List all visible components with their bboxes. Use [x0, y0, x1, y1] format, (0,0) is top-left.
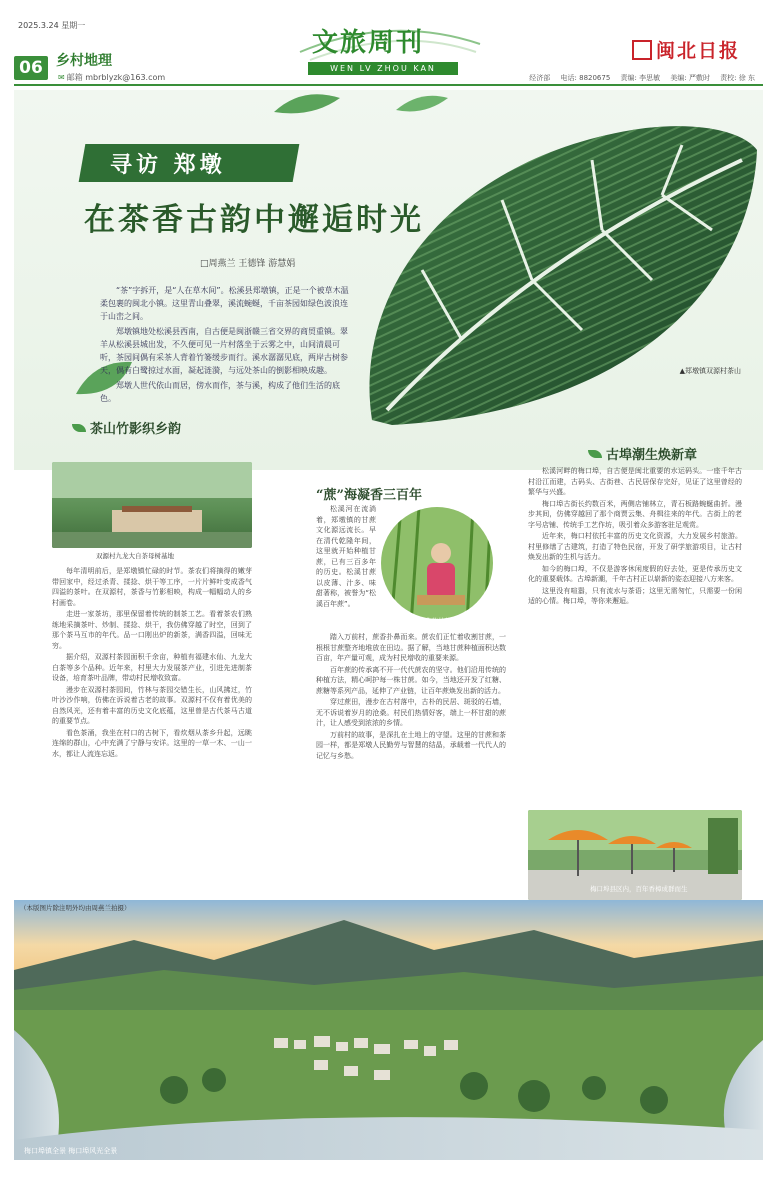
supplement-title: 文旅周刊 — [312, 28, 425, 58]
editor-phone: 电话: 8820675 — [560, 74, 611, 82]
panorama-caption: 梅口埠镇全景 梅口埠风光全景 — [24, 1147, 118, 1155]
center-paragraph: 松溪河在流淌着，郑墩镇的甘蔗文化源远流长。早在清代乾隆年间，这里就开始种植甘蔗，已有三百多年的历史。松溪甘蔗以皮薄、汁多、味甜著称，被誉为“松溪百年蔗”。 — [316, 505, 376, 608]
right-section-heading — [588, 444, 697, 463]
center-section-heading: “蔗”海凝香三百年 — [316, 488, 422, 503]
hero-photo-caption: ▲郑墩镇双源村茶山 — [679, 367, 741, 375]
newspaper-logo-icon — [632, 40, 652, 60]
center-article — [316, 632, 506, 898]
left-heading-text: 茶山竹影织乡韵 — [90, 422, 182, 437]
left-paragraph: 漫步在双源村茶园间，竹林与茶园交错生长，山风拂过，竹叶沙沙作响，仿佛在诉说着古老的故事。双源村不仅有着优美的自然风光，还有着丰富的历史文化底蕴，这里曾是古代茶马古道的重要节点。 — [52, 685, 252, 725]
intro-paragraph: 郑墩人世代依山而居，傍水而作，茶与溪，构成了他们生活的底色。 — [100, 381, 340, 403]
tea-leaf-photo — [332, 90, 763, 450]
issue-date: 2025.3.24 星期一 — [18, 21, 86, 30]
photo-illustration — [52, 462, 252, 548]
right-paragraph: 松溪河畔的梅口埠，自古便是闽北重要的水运码头。一座千年古村沿江而建，古码头、古街巷、古民居保存完好，见证了这里曾经的繁华与兴盛。 — [528, 467, 742, 496]
center-photo-caption: 蔗农收获甘蔗 — [412, 617, 451, 625]
kicker-text: 寻访 郑墩 — [110, 152, 226, 178]
right-paragraph: 近年来，梅口村依托丰富的历史文化资源，大力发展乡村旅游。村里修缮了古建筑，打造了特色民宿，开发了研学旅游项目，让古村焕发出新的生机与活力。 — [528, 532, 742, 561]
leaf-icon — [588, 450, 602, 458]
center-paragraph: 百年蔗的传承离不开一代代蔗农的坚守。他们沿用传统的种植方法，精心呵护每一株甘蔗。如今，当地还开发了红糖、蔗糖等系列产品，延伸了产业链，让百年蔗焕发出新的活力。 — [316, 665, 506, 695]
supplement-pinyin: WEN LV ZHOU KAN — [308, 62, 458, 75]
right-paragraph: 如今的梅口埠，不仅是游客休闲度假的好去处，更是传承历史文化的重要载体。古埠新潮，千年古村正以崭新的姿态迎接八方来客。 — [528, 564, 742, 583]
byline: □周燕兰 王德锋 游慧娟 — [200, 259, 296, 269]
editor-chief: 责编: 李思敏 — [620, 74, 661, 82]
editor-credits — [521, 73, 755, 83]
editor-art: 美编: 严敷时 — [670, 74, 710, 82]
photo-illustration — [14, 900, 763, 1160]
right-paragraph: 梅口埠古街长约数百米，两侧店铺林立，青石板路蜿蜒曲折。漫步其间，仿佛穿越回了那个商贾云集、舟楫往来的年代。古街上的老字号店铺、传统手工艺作坊，吸引着众多游客驻足观赏。 — [528, 499, 742, 529]
email-label: 邮箱 — [66, 73, 83, 82]
leaf-icon — [394, 94, 450, 114]
right-paragraph: 这里没有喧嚣，只有流水与茶语；这里无需匆忙，只需要一份闲适的心情。梅口埠，等你来邂逅。 — [528, 586, 742, 605]
center-paragraph: 万前村的故事，是深扎在土地上的守望。这里的甘蔗和茶园一样，都是郑墩人民勤劳与智慧的结晶，承载着一代代人的记忆与乡愁。 — [316, 730, 506, 760]
photo-illustration — [381, 507, 496, 622]
intro-paragraph: 郑墩镇地处松溪县西南，自古便是闽浙赣三省交界的商贸重镇。翠羊从松溪县城出发，不久便可见一片村落坐于云雾之中，山间清晨可听，茶园间偶有采茶人背着竹篓缓步而行。溪水潺潺见底，两岸古树参天，偶有白鹭掠过水面，凝起涟漪，与远处茶山的倒影相映成趣。 — [100, 327, 348, 375]
intro-text — [100, 284, 350, 407]
photo-credit-note: （本版图片除注明外均由周燕兰拍摄） — [20, 904, 131, 912]
intro-paragraph: “茶”字拆开，是“人在草木间”。松溪县郑墩镇，正是一个被草木温柔包裹的闽北小镇。这里青山叠翠，溪流蜿蜒，千亩茶园如绿色波浪连于山峦之间。 — [100, 286, 349, 321]
newspaper-name-text: 闽北日报 — [656, 40, 741, 62]
left-paragraph: 据介绍，双源村茶园面积千余亩，种植有福建水仙、九龙大白茶等多个品种。近年来，村里大力发展茶产业，引进先进制茶设备，培育茶叶品牌，带动村民增收致富。 — [52, 653, 252, 682]
hero-banner — [14, 90, 763, 470]
editor-dept: 经济部 — [529, 74, 551, 82]
tea-base-photo — [52, 462, 252, 548]
leaf-icon — [72, 424, 86, 432]
left-paragraph: 走进一家茶坊，那里保留着传统的制茶工艺。看着茶农们熟练地采摘茶叶、炒制、揉捻、烘干，我仿佛穿越了时空，回到了那个茶马互市的年代。品一口刚出炉的新茶，满香四溢，回味无穷。 — [52, 610, 252, 650]
center-paragraph: 穿过蔗田，漫步在古村落中，古朴的民居、斑驳的石墙，无不诉说着岁月的沧桑。村民们热情好客，端上一杯甘甜的蔗汁，让人感受到浓浓的乡情。 — [316, 698, 506, 727]
section-title: 乡村地理 — [56, 53, 112, 69]
main-headline: 在茶香古韵中邂逅时光 — [84, 202, 424, 238]
right-heading-text: 古埠潮生焕新章 — [606, 448, 698, 463]
right-photo-caption: 梅口埠县区内，百年香樟成群而生 — [590, 885, 688, 893]
masthead — [0, 0, 777, 82]
leaf-icon — [272, 92, 342, 116]
center-paragraph: 踏入万前村，蔗香扑鼻而来。蔗农们正忙着收割甘蔗，一根根甘蔗整齐地堆放在田边。据了解，当地甘蔗种植面积达数百亩，年产量可观，成为村民增收的重要来源。 — [316, 633, 506, 662]
panorama-photo — [14, 900, 763, 1160]
left-article — [52, 566, 252, 896]
page-number: 06 — [14, 56, 48, 80]
email-address: mbrblyzk@163.com — [85, 73, 166, 82]
left-paragraph: 每年清明前后，是郑墩镇忙碌的时节。茶农们将摘得的嫩芽带回家中，经过杀青、揉捻、烘干等工序，一片片鲜叶变成香气四溢的茶叶。在双源村，茶香与竹影相映，构成一幅幅动人的乡村画卷。 — [52, 567, 252, 607]
editor-proof: 责校: 徐 东 — [720, 74, 755, 82]
left-section-heading — [72, 418, 181, 437]
masthead-rule — [14, 84, 763, 86]
center-article-lead — [316, 504, 376, 628]
sugarcane-photo — [378, 504, 496, 622]
left-paragraph: 看色茶涌，我坐在村口的古树下，看炊烟从茶乡升起，远眺连绵的群山，心中充满了宁静与安详。这里的一草一木、一山一水，都让人流连忘返。 — [52, 728, 252, 758]
left-photo-caption: 双源村九龙大自茶母树基地 — [96, 552, 174, 560]
newspaper-name — [632, 36, 740, 63]
mail-icon: ✉ — [58, 73, 65, 82]
right-article — [528, 466, 742, 804]
email-line — [58, 72, 165, 83]
